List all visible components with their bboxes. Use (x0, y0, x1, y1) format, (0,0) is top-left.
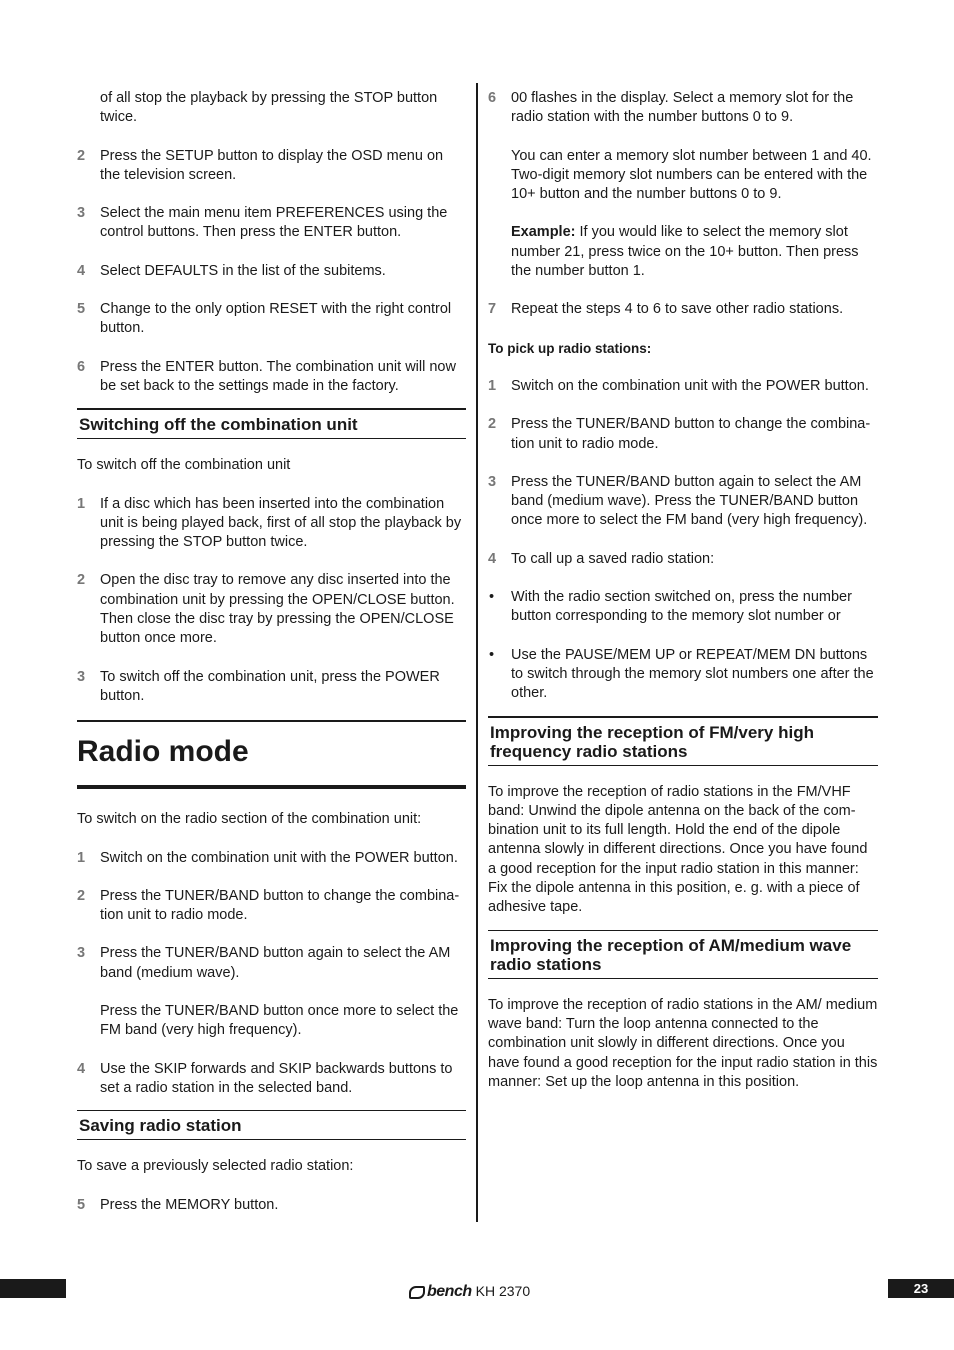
step-text: Open the disc tray to remove any disc inserted into the combination unit by pressing the OPEN/CLOSE button. Then close the disc tray by pressing the OPEN/CLOSE button once more. (100, 572, 455, 647)
step-number: 7 (488, 301, 497, 318)
bullet-text: Use the PAUSE/MEM UP or REPEAT/MEM DN buttons to switch through the memory slot numbers one after the other. (511, 646, 874, 702)
step-text: Switch on the combination unit with the POWER button. (511, 377, 869, 394)
brand-logo-icon (409, 1286, 425, 1299)
brand-logo: bench (427, 1283, 472, 1301)
example-text: If you would like to select the memory slot number 21, press twice on the 10+ button. Then press the number button 1. (511, 224, 859, 280)
section-heading-fm: Improving the reception of FM/very high frequency radio stations (488, 716, 878, 766)
step-text: Press the MEMORY button. (100, 1196, 279, 1213)
example-label: Example: (511, 224, 576, 241)
step-number: 2 (77, 572, 86, 589)
step-number: 6 (488, 90, 497, 106)
paragraph: Press the TUNER/BAND button once more to select the FM band (very high frequency). (100, 1003, 459, 1039)
bullet-icon: • (489, 589, 495, 606)
list-item (77, 147, 466, 186)
left-column (77, 89, 466, 1215)
model-number: KH 2370 (475, 1283, 531, 1300)
list-item (77, 849, 466, 868)
step-text: Repeat the steps 4 to 6 to save other radio stations. (511, 301, 844, 318)
bullet-item (488, 588, 878, 627)
list-item (488, 550, 878, 569)
step-text: Press the TUNER/BAND button again to select the AM band (medium wave). (100, 945, 451, 981)
step-number: 3 (77, 205, 86, 222)
step-number: 3 (77, 668, 86, 685)
continued-text: of all stop the playback by pressing the STOP button twice. (100, 90, 438, 126)
step-text: Press the TUNER/BAND button again to select the AM band (medium wave). Press the TUNER/BAND button once more to select the FM band (very high frequency). (511, 473, 868, 529)
step-number: 2 (77, 147, 86, 164)
step-number: 2 (77, 887, 86, 904)
step-text: Use the SKIP forwards and SKIP backwards buttons to set a radio station in the selected band. (100, 1060, 453, 1096)
list-item (77, 358, 466, 397)
step-number: 6 (77, 358, 86, 375)
list-item (77, 262, 466, 281)
list-item (77, 571, 466, 648)
step-number: 4 (77, 1060, 86, 1077)
list-item (77, 300, 466, 339)
list-item (488, 473, 878, 531)
bullet-icon: • (489, 646, 495, 663)
page-number: 23 (888, 1279, 954, 1298)
list-item (77, 944, 466, 983)
footer-bar (0, 1279, 66, 1298)
step-number: 5 (77, 301, 86, 318)
step-text: 00 flashes in the display. Select a memory slot for the radio station with the number buttons 0 to 9. (511, 90, 854, 126)
footer-brand (409, 1282, 530, 1302)
step-text: Press the SETUP button to display the OSD menu on the television screen. (100, 147, 444, 183)
list-item (77, 1060, 466, 1099)
list-item (77, 204, 466, 243)
paragraph: You can enter a memory slot number between 1 and 40. Two-digit memory slot numbers can be entered with the 10+ button and the number buttons 0 to 9. (511, 147, 872, 203)
step-text: Select the main menu item PREFERENCES using the control buttons. Then press the ENTER button. (100, 205, 448, 241)
list-item (77, 495, 466, 553)
step-text: Press the TUNER/BAND button to change the combina-tion unit to radio mode. (511, 416, 871, 452)
section-heading-switch-off: Switching off the combination unit (77, 408, 466, 439)
step-number: 3 (488, 473, 497, 490)
step-text: Press the TUNER/BAND button to change the combina-tion unit to radio mode. (100, 887, 460, 924)
paragraph: To improve the reception of radio stations in the AM/ medium wave band: Turn the loop antenna connected to the combination unit slowly in different directions. Once you have found a good reception for the input radio station in this manner: Set up the loop antenna in this position. (488, 996, 878, 1090)
paragraph: To save a previously selected radio station: (77, 1158, 354, 1175)
step-number: 5 (77, 1196, 86, 1213)
step-text: To call up a saved radio station: (511, 550, 715, 567)
example-paragraph (488, 223, 878, 281)
step-number: 4 (488, 550, 497, 567)
column-divider (476, 83, 478, 1222)
step-text: If a disc which has been inserted into the combination unit is being played back, first of all stop the playback by pressing the STOP button twice. (100, 495, 462, 551)
step-number: 4 (77, 262, 86, 279)
paragraph: To switch on the radio section of the combination unit: (77, 811, 422, 828)
step-number: 1 (488, 377, 497, 394)
section-heading-am: Improving the reception of AM/medium wave radio stations (488, 930, 878, 979)
right-column (488, 89, 878, 1092)
paragraph: To switch off the combination unit (77, 457, 291, 474)
list-item (77, 668, 466, 707)
bullet-item (488, 646, 878, 704)
step-text: To switch off the combination unit, press the POWER button. (100, 668, 440, 704)
list-item (77, 1196, 466, 1215)
step-number: 3 (77, 945, 86, 962)
step-number: 1 (77, 495, 86, 512)
step-text: Press the ENTER button. The combination unit will now be set back to the settings made in the factory. (100, 358, 456, 394)
section-heading-saving: Saving radio station (77, 1110, 466, 1140)
step-number: 2 (488, 416, 497, 433)
step-number: 1 (77, 849, 86, 866)
list-item (488, 89, 878, 128)
bullet-text: With the radio section switched on, press the number button corresponding to the memory slot number or (511, 589, 852, 625)
step-text: Switch on the combination unit with the POWER button. (100, 849, 458, 866)
step-text: Select DEFAULTS in the list of the subitems. (100, 262, 386, 279)
list-item (488, 300, 878, 319)
page-section-title: Radio mode (77, 720, 466, 789)
list-item (488, 377, 878, 396)
step-text: Change to the only option RESET with the right control button. (100, 301, 452, 337)
paragraph: To improve the reception of radio stations in the FM/VHF band: Unwind the dipole antenna on the back of the com-bination unit to its full length. Hold the end of the dipole antenna slowly in different directions. Once you have found a good reception for the input radio station in this manner: Fix the dipole antenna in this position, e. g. with a piece of adhesive tape. (488, 783, 868, 916)
list-item (77, 887, 466, 926)
subheading-pickup: To pick up radio stations: (488, 340, 652, 356)
list-item (488, 415, 878, 454)
